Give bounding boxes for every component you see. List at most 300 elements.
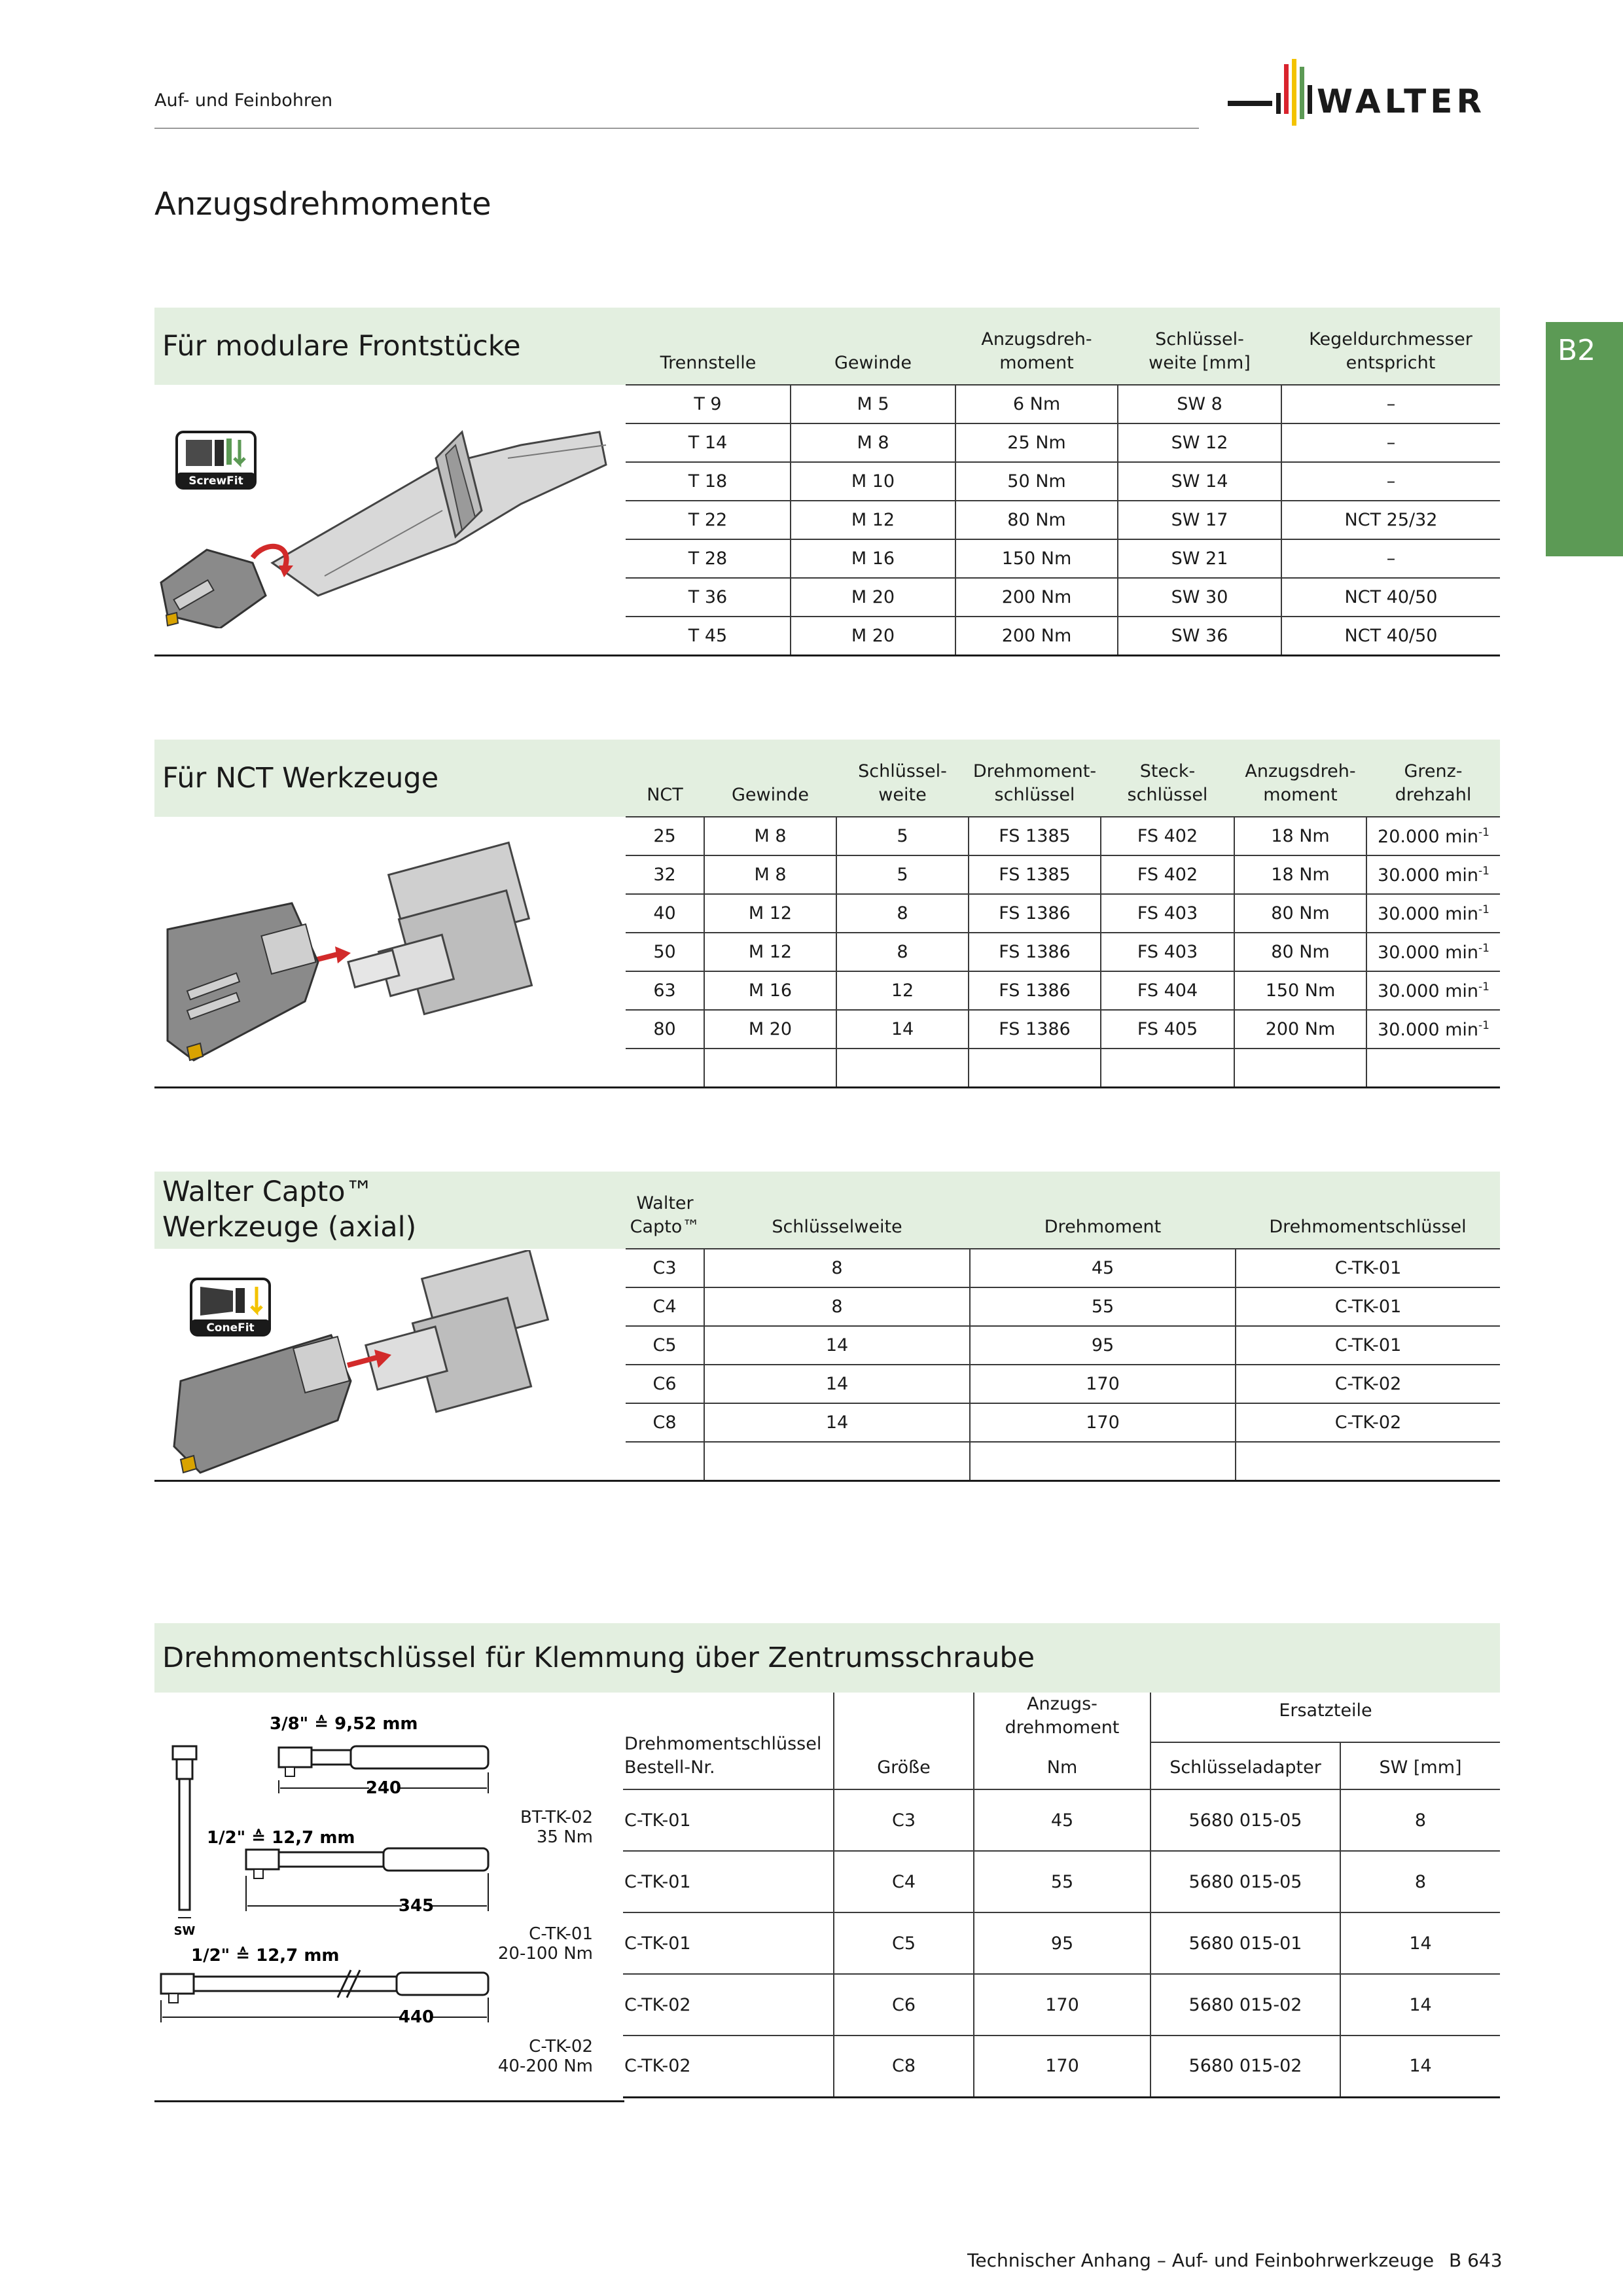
table-cell: [969, 894, 1101, 933]
cell-value: 80 Nm: [1007, 510, 1066, 530]
table-cell: [1234, 971, 1366, 1010]
table-cell: [1366, 971, 1500, 1010]
cell-value: 14: [1409, 2056, 1432, 2077]
wrench-bt-tk-02: [270, 1714, 488, 1798]
table-cell: [626, 1326, 704, 1365]
table-row: [623, 1789, 1500, 1851]
table-cell: [626, 933, 704, 971]
cell-value: 5680 015-05: [1188, 1810, 1302, 1831]
table-cell: [1366, 933, 1500, 971]
table-cell: [791, 501, 955, 539]
table-cell: [1150, 1974, 1340, 2036]
cell-value: 170: [1086, 1374, 1120, 1394]
table-cell: [1234, 1049, 1366, 1087]
table-cell: [1366, 894, 1500, 933]
table-row: [626, 385, 1500, 423]
cell-value: C5: [891, 1933, 916, 1954]
table-cell: [1101, 894, 1234, 933]
table-cell: [970, 1287, 1236, 1326]
table-cell: [1340, 2036, 1500, 2097]
table-cell: [623, 1912, 834, 1974]
cell-value: T 22: [688, 510, 728, 530]
cell-value: 80 Nm: [1271, 942, 1330, 962]
table-cell: [791, 462, 955, 501]
wrench-c-tk-01: [207, 1828, 488, 1916]
cell-value: 8: [1414, 1871, 1427, 1892]
table-cell: [1101, 1049, 1234, 1087]
table-cell: [834, 1912, 974, 1974]
cell-value: 30.000 min: [1378, 1019, 1479, 1040]
table-cell: [626, 1049, 704, 1087]
cell-value: FS 403: [1137, 903, 1198, 924]
cell-value: C-TK-01: [1334, 1335, 1402, 1355]
cell-value: 80 Nm: [1271, 903, 1330, 924]
screwfit-icon-label: ScrewFit: [188, 475, 243, 488]
col-header-grenzdrehzahl: Grenz- drehzahl: [1395, 761, 1472, 805]
table-cell: [704, 1442, 970, 1480]
table-cell: [626, 1365, 704, 1403]
table-cell: [955, 578, 1118, 617]
cell-value: FS 402: [1137, 865, 1198, 885]
wrench2-drive-size: 1/2" ≙ 12,7 mm: [207, 1828, 355, 1848]
table-row: [626, 855, 1500, 894]
table-cell: [1101, 1010, 1234, 1049]
chapter-tab-label: B2: [1558, 334, 1596, 367]
table-cell: [1118, 385, 1281, 423]
torque-wrench-drawing: [154, 1695, 613, 2029]
table-cell: [970, 1249, 1236, 1287]
table-row: [626, 933, 1500, 971]
col-header-nm: Nm: [974, 1742, 1150, 1789]
wrench3-range: 40-200 Nm: [497, 2056, 593, 2076]
col-header-nct: NCT: [647, 785, 683, 805]
table-row: [626, 501, 1500, 539]
cell-value: C5: [652, 1335, 677, 1355]
unit-exponent: -1: [1478, 980, 1489, 994]
cell-value: 8: [897, 942, 908, 962]
table-row: [626, 971, 1500, 1010]
cell-value: 200 Nm: [1001, 625, 1072, 646]
section3-title: Walter Capto™ Werkzeuge (axial): [162, 1175, 417, 1244]
cell-value: 30.000 min: [1378, 865, 1479, 886]
cell-value: T 18: [688, 471, 728, 492]
cell-value: FS 1386: [999, 980, 1071, 1001]
col-header-gewinde: Gewinde: [834, 353, 912, 373]
footer-text: Technischer Anhang – Auf- und Feinbohrwerkzeuge: [967, 2250, 1435, 2271]
table-row: [626, 1365, 1500, 1403]
table-cell: [626, 1249, 704, 1287]
table-cell: [1101, 933, 1234, 971]
unit-exponent: -1: [1478, 1018, 1489, 1032]
table-cell: [969, 933, 1101, 971]
table-cell: [836, 1049, 969, 1087]
table-row: [626, 1049, 1500, 1087]
cell-value: C-TK-02: [1334, 1412, 1402, 1433]
cell-value: T 28: [688, 548, 728, 569]
cell-value: 170: [1045, 2056, 1079, 2077]
conefit-icon-label: ConeFit: [206, 1321, 255, 1335]
table-row: [626, 423, 1500, 462]
table-cell: [1281, 385, 1500, 423]
table-cell: [791, 423, 955, 462]
cell-value: FS 1385: [999, 865, 1071, 885]
cell-value: 32: [653, 865, 676, 885]
table-cell: [974, 1974, 1150, 2036]
cell-value: 8: [831, 1297, 843, 1317]
table-cell: [626, 1442, 704, 1480]
table-cell: [626, 817, 704, 855]
table-row: [626, 462, 1500, 501]
header-divider: [154, 128, 1199, 129]
cell-value: C-TK-02: [1334, 1374, 1402, 1394]
table-cell: [626, 894, 704, 933]
table-row: [623, 2036, 1500, 2097]
cell-value: 150 Nm: [1265, 980, 1336, 1001]
table-row: [623, 1912, 1500, 1974]
table-cell: [623, 1789, 834, 1851]
socket-adapter-drawing: [173, 1746, 196, 1938]
table-row: [626, 894, 1500, 933]
table-cell: [626, 855, 704, 894]
table-cell: [974, 2036, 1150, 2097]
cell-value: C6: [652, 1374, 677, 1394]
table-cell: [1366, 817, 1500, 855]
cell-value: SW 8: [1177, 394, 1222, 414]
cell-value: 20.000 min: [1378, 826, 1479, 847]
col-header-anzugsdrehmoment: Anzugsdreh- moment: [1245, 761, 1356, 805]
col-header-drehmomentschluessel: Drehmoment- schlüssel: [972, 761, 1097, 805]
wrench3-name: C-TK-02: [529, 2037, 593, 2056]
cell-value: M 5: [857, 394, 889, 414]
section4-title: Drehmomentschlüssel für Klemmung über Zentrumsschraube: [162, 1641, 1035, 1674]
cell-value: 5: [897, 865, 908, 885]
front-pieces-table: [626, 308, 1500, 656]
table-cell: [704, 894, 836, 933]
table-row: [626, 1403, 1500, 1442]
cell-value: 40: [653, 903, 676, 924]
nct-holder-drawing: [348, 842, 531, 1014]
table-cell: [626, 501, 791, 539]
table-cell: [704, 1049, 836, 1087]
unit-exponent: -1: [1478, 864, 1489, 878]
cell-value: 30.000 min: [1378, 903, 1479, 924]
cell-value: M 16: [748, 980, 793, 1001]
table-cell: [623, 1851, 834, 1912]
table-row: [626, 1326, 1500, 1365]
section2-title: Für NCT Werkzeuge: [162, 762, 439, 795]
table-cell: [1118, 501, 1281, 539]
col-header-drehmoment: Drehmoment: [1044, 1217, 1162, 1237]
col-header-groesse: Größe: [834, 1693, 974, 1789]
wrench2-range: 20-100 Nm: [497, 1944, 593, 1964]
table-row: [623, 1851, 1500, 1912]
table-cell: [704, 1326, 970, 1365]
table-row: [626, 617, 1500, 655]
table-cell: [1101, 971, 1234, 1010]
wrench-c-tk-02: [161, 1946, 488, 2027]
cell-value: C4: [891, 1871, 916, 1892]
table-cell: [1101, 855, 1234, 894]
table-cell: [626, 1403, 704, 1442]
cell-value: FS 1386: [999, 1019, 1071, 1039]
table-cell: [1234, 1010, 1366, 1049]
cell-value: 5680 015-05: [1188, 1871, 1302, 1892]
col-header-schluesselweite: Schlüssel- weite: [858, 761, 947, 805]
cell-value: M 12: [748, 903, 793, 924]
cell-value: 5: [897, 826, 908, 846]
table-cell: [626, 539, 791, 578]
cell-value: 14: [1409, 1933, 1432, 1954]
cell-value: M 8: [754, 826, 787, 846]
cell-value: SW 21: [1171, 548, 1228, 569]
unit-exponent: -1: [1478, 941, 1489, 955]
table-cell: [1366, 1010, 1500, 1049]
col-header-kegeldurchmesser: Kegeldurchmesser entspricht: [1309, 329, 1472, 373]
wrench2-length: 345: [398, 1896, 435, 1916]
cell-value: 14: [1409, 1994, 1432, 2015]
cell-value: NCT 40/50: [1344, 587, 1438, 607]
col-header-gewinde: Gewinde: [732, 785, 809, 805]
table-cell: [834, 2036, 974, 2097]
cell-value: C8: [652, 1412, 677, 1433]
table-cell: [1340, 1789, 1500, 1851]
table-cell: [1234, 894, 1366, 933]
cell-value: 45: [1091, 1258, 1115, 1278]
wrench3-caption: [458, 2037, 593, 2076]
cell-value: T 36: [688, 587, 728, 607]
cell-value: T 9: [694, 394, 722, 414]
table-cell: [791, 539, 955, 578]
cell-value: C3: [652, 1258, 677, 1278]
cell-value: SW 12: [1171, 433, 1228, 453]
table-cell: [969, 1010, 1101, 1049]
table-cell: [1366, 1049, 1500, 1087]
page-title: Anzugsdrehmomente: [154, 186, 491, 223]
table-cell: [1118, 617, 1281, 655]
table-cell: [969, 855, 1101, 894]
table-cell: [955, 501, 1118, 539]
table-cell: [626, 1287, 704, 1326]
table-row: [626, 539, 1500, 578]
cell-value: 95: [1091, 1335, 1115, 1355]
cell-value: 30.000 min: [1378, 980, 1479, 1001]
table-cell: [1118, 423, 1281, 462]
chapter-tab: [1546, 322, 1623, 556]
cell-value: M 8: [754, 865, 787, 885]
table-cell: [836, 971, 969, 1010]
tool-holder-drawing: [272, 432, 606, 596]
table-cell: [704, 1403, 970, 1442]
cell-value: 80: [653, 1019, 676, 1039]
wrench3-drive-size: 1/2" ≙ 12,7 mm: [191, 1946, 340, 1965]
col-header-ersatzteile: Ersatzteile: [1279, 1700, 1372, 1721]
section4-rule-left: [154, 2100, 624, 2102]
table-row: [626, 1442, 1500, 1480]
cell-value: M 20: [851, 587, 895, 607]
cutter-head-drawing: [161, 550, 266, 628]
wrench2-name: C-TK-01: [529, 1924, 593, 1944]
header-section-label: Auf- und Feinbohren: [154, 90, 333, 111]
table-cell: [969, 817, 1101, 855]
cell-value: –: [1386, 548, 1396, 569]
cell-value: 14: [891, 1019, 914, 1039]
table-cell: [1118, 578, 1281, 617]
table-cell: [626, 423, 791, 462]
table-cell: [1366, 855, 1500, 894]
cell-value: C-TK-01: [624, 1810, 691, 1831]
cell-value: FS 1386: [999, 903, 1071, 924]
cell-value: 18 Nm: [1271, 826, 1330, 846]
table-row: [623, 1974, 1500, 2036]
table-cell: [704, 855, 836, 894]
cell-value: FS 1386: [999, 942, 1071, 962]
cell-value: M 10: [851, 471, 895, 492]
table-cell: [1236, 1403, 1500, 1442]
table-cell: [1150, 1912, 1340, 1974]
nct-tools-table: [626, 740, 1500, 1088]
cell-value: 150 Nm: [1001, 548, 1072, 569]
cell-value: NCT 40/50: [1344, 625, 1438, 646]
table-cell: [1281, 462, 1500, 501]
table-cell: [974, 1912, 1150, 1974]
cell-value: 14: [825, 1335, 849, 1355]
table-cell: [1281, 501, 1500, 539]
unit-exponent: -1: [1478, 825, 1489, 839]
table-cell: [704, 1249, 970, 1287]
table-cell: [1234, 933, 1366, 971]
section1-title: Für modulare Frontstücke: [162, 330, 521, 363]
table-cell: [970, 1442, 1236, 1480]
cell-value: 8: [897, 903, 908, 924]
cell-value: FS 402: [1137, 826, 1198, 846]
walter-logo: [1228, 59, 1503, 132]
table-cell: [1281, 578, 1500, 617]
cell-value: M 20: [748, 1019, 793, 1039]
cell-value: FS 405: [1137, 1019, 1198, 1039]
cell-value: C-TK-01: [624, 1933, 691, 1954]
table-cell: [1236, 1442, 1500, 1480]
table-cell: [969, 971, 1101, 1010]
wrench1-name: BT-TK-02: [520, 1808, 593, 1827]
table-cell: [626, 971, 704, 1010]
cell-value: 170: [1045, 1994, 1079, 2015]
table-cell: [1101, 817, 1234, 855]
table-cell: [836, 1010, 969, 1049]
cell-value: 170: [1086, 1412, 1120, 1433]
table-cell: [955, 385, 1118, 423]
table-row: [626, 578, 1500, 617]
col-header-schluesseladapter: Schlüsseladapter: [1150, 1742, 1340, 1789]
cell-value: 30.000 min: [1378, 942, 1479, 963]
cell-value: 200 Nm: [1265, 1019, 1336, 1039]
cell-value: SW 36: [1171, 625, 1228, 646]
capto-tools-table: [626, 1172, 1500, 1482]
table-cell: [704, 1365, 970, 1403]
cell-value: M 8: [857, 433, 889, 453]
cell-value: C-TK-02: [624, 1994, 691, 2015]
table-cell: [791, 578, 955, 617]
table-cell: [834, 1789, 974, 1851]
cell-value: 14: [825, 1412, 849, 1433]
table-cell: [836, 855, 969, 894]
cell-value: 63: [653, 980, 676, 1001]
col-header-schluesselweite: Schlüsselweite: [772, 1217, 902, 1237]
table-cell: [1281, 423, 1500, 462]
cell-value: 18 Nm: [1271, 865, 1330, 885]
col-header-anzugsdrehmoment: Anzugsdreh- moment: [981, 329, 1092, 373]
nct-cutter-drawing: [168, 903, 318, 1060]
table-cell: [1150, 1789, 1340, 1851]
table-cell: [834, 1974, 974, 2036]
table-cell: [704, 1287, 970, 1326]
wrench1-drive-size: 3/8" ≙ 9,52 mm: [270, 1714, 418, 1734]
table-cell: [955, 462, 1118, 501]
cell-value: C4: [652, 1297, 677, 1317]
table-cell: [704, 1010, 836, 1049]
col-header-sw-mm: SW [mm]: [1340, 1742, 1500, 1789]
cell-value: 45: [1050, 1810, 1074, 1831]
table-cell: [1236, 1326, 1500, 1365]
col-header-anzugsdrehmoment: Anzugs- drehmoment: [974, 1693, 1150, 1742]
page-number: B 643: [1449, 2250, 1503, 2271]
wrench2-caption: [458, 1924, 593, 1964]
cell-value: 5680 015-01: [1188, 1933, 1302, 1954]
cell-value: C-TK-02: [624, 2056, 691, 2077]
table-cell: [1340, 1912, 1500, 1974]
cell-value: FS 403: [1137, 942, 1198, 962]
table-cell: [1236, 1287, 1500, 1326]
table-cell: [1281, 617, 1500, 655]
table-cell: [1236, 1249, 1500, 1287]
table-cell: [704, 933, 836, 971]
conefit-icon: [191, 1279, 270, 1335]
cell-value: C-TK-01: [624, 1871, 691, 1892]
logo-brand-text: WALTER: [1317, 82, 1486, 120]
table-cell: [1118, 462, 1281, 501]
cell-value: 8: [831, 1258, 843, 1278]
unit-exponent: -1: [1478, 903, 1489, 916]
table-cell: [955, 539, 1118, 578]
table-cell: [1118, 539, 1281, 578]
table-cell: [955, 617, 1118, 655]
cell-value: –: [1386, 394, 1396, 414]
col-header-walter-capto: Walter Capto™: [630, 1193, 700, 1237]
table-cell: [626, 1010, 704, 1049]
cell-value: 55: [1050, 1871, 1074, 1892]
cell-value: 12: [891, 980, 914, 1001]
cell-value: 25 Nm: [1007, 433, 1066, 453]
table-row: [626, 817, 1500, 855]
cell-value: 95: [1050, 1933, 1074, 1954]
table-cell: [1150, 1851, 1340, 1912]
wrench1-length: 240: [365, 1778, 402, 1798]
col-header-trennstelle: Trennstelle: [660, 353, 757, 373]
table-cell: [1281, 539, 1500, 578]
table-cell: [704, 971, 836, 1010]
cell-value: SW 30: [1171, 587, 1228, 607]
cell-value: M 12: [748, 942, 793, 962]
cell-value: C3: [891, 1810, 916, 1831]
table-cell: [969, 1049, 1101, 1087]
capto-tool-illustration: [154, 1250, 613, 1479]
cell-value: T 45: [688, 625, 728, 646]
capto-cutter-drawing: [174, 1335, 351, 1473]
wrench1-caption: [458, 1808, 593, 1847]
torque-wrench-table: [623, 1693, 1500, 2098]
table-cell: [626, 385, 791, 423]
table-cell: [836, 894, 969, 933]
cell-value: M 16: [851, 548, 895, 569]
